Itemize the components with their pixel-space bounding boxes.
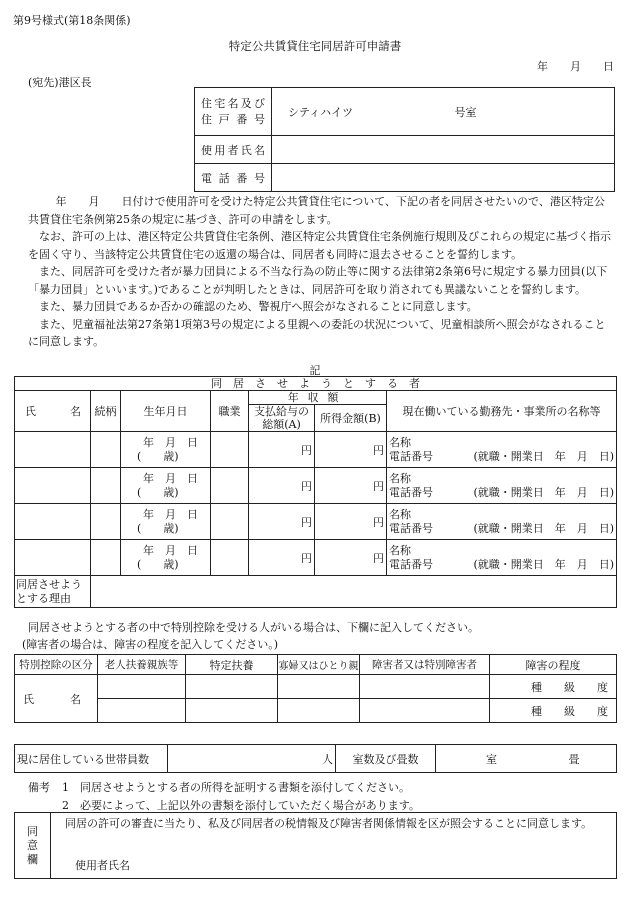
col-job: 職業 bbox=[211, 391, 249, 432]
consent-text: 同居の許可の審査に当たり、私及び同居者の税情報及び障害者関係情報を区が照会することに同意します。 bbox=[65, 817, 593, 830]
relation-cell[interactable] bbox=[91, 468, 121, 504]
income-cell[interactable]: 円 bbox=[315, 432, 387, 468]
name-cell[interactable] bbox=[15, 504, 91, 540]
table-row bbox=[15, 432, 617, 468]
workplace-cell[interactable]: 名称 電話番号 (就職・開業日 年 月 日) bbox=[387, 468, 617, 504]
deduction-name-label: 氏 名 bbox=[15, 675, 98, 723]
deduction-note-disability: (障害者の場合は、障害の程度を記入してください。) bbox=[22, 638, 279, 651]
table-row bbox=[15, 468, 617, 504]
birth-cell[interactable]: 年 月 日 ( 歳) bbox=[121, 504, 211, 540]
deduction-cell[interactable] bbox=[98, 675, 186, 699]
job-cell[interactable] bbox=[211, 540, 249, 576]
income-cell[interactable]: 円 bbox=[315, 540, 387, 576]
table-row bbox=[15, 504, 617, 540]
income-cell[interactable]: 円 bbox=[315, 468, 387, 504]
page-title: 特定公共賃貸住宅同居許可申請書 bbox=[228, 39, 402, 53]
address-field[interactable] bbox=[272, 88, 615, 136]
degree-cell[interactable]: 種 級 度 bbox=[490, 699, 617, 723]
table-row bbox=[15, 540, 617, 576]
deduction-cell[interactable] bbox=[186, 699, 278, 723]
consent-body bbox=[51, 813, 617, 879]
deduction-header-elderly: 老人扶養親族等 bbox=[98, 655, 186, 675]
deduction-header-specific: 特定扶養 bbox=[186, 655, 278, 675]
rooms-field[interactable] bbox=[436, 745, 617, 773]
pay-cell[interactable]: 円 bbox=[249, 432, 315, 468]
degree-cell[interactable]: 種 級 度 bbox=[490, 675, 617, 699]
paragraph: また、暴力団員であるか否かの確認のため、警視庁へ照会がなされることに同意します。 bbox=[39, 300, 478, 313]
building-name: シティハイツ bbox=[288, 105, 354, 119]
user-name-label: 使用者氏名 bbox=[195, 136, 272, 164]
consent-table bbox=[14, 812, 617, 879]
addressee: (宛先)港区長 bbox=[28, 76, 92, 89]
declaration-text bbox=[28, 193, 612, 351]
deduction-header-degree: 障害の程度 bbox=[490, 655, 617, 675]
pay-cell[interactable]: 円 bbox=[249, 540, 315, 576]
deduction-note: 同居させようとする者の中で特別控除を受ける人がいる場合は、下欄に記入してください。 bbox=[28, 621, 479, 634]
name-cell[interactable] bbox=[15, 468, 91, 504]
paragraph: なお、許可の上は、港区特定公共賃貸住宅条例、港区特定公共賃貸住宅条例施行規則及びこれらの規定に基づく指示を固く守り、当該特定公共賃貸住宅の返還の場合は、同居者も同時に退去させることを誓約します。 bbox=[28, 230, 611, 261]
deduction-cell[interactable] bbox=[278, 675, 360, 699]
ki-mark: 記 bbox=[309, 364, 321, 377]
deduction-cell[interactable] bbox=[360, 699, 490, 723]
birth-cell[interactable]: 年 月 日 ( 歳) bbox=[121, 432, 211, 468]
applicant-table bbox=[194, 87, 615, 192]
col-relation: 続柄 bbox=[91, 391, 121, 432]
note-item: 1 同居させようとする者の所得を証明する書類を添付してください。 bbox=[62, 781, 410, 794]
date-line: 年 月 日 bbox=[537, 60, 614, 73]
cohab-header: 同 居 さ せ よ う と す る 者 bbox=[15, 377, 617, 391]
name-cell[interactable] bbox=[15, 540, 91, 576]
reason-label: 同居させようとする理由 bbox=[15, 576, 91, 608]
note-item: 2 必要によって、上記以外の書類を添付していただく場合があります。 bbox=[62, 799, 420, 812]
col-income-amt: 所得金額(B) bbox=[315, 405, 387, 432]
user-name-field[interactable] bbox=[272, 136, 615, 164]
col-name: 氏 名 bbox=[15, 391, 91, 432]
paragraph: また、児童福祉法第27条第1項第3号の規定による里親への委託の状況について、児童相談所へ照会がなされることに同意します。 bbox=[28, 317, 606, 348]
birth-cell[interactable]: 年 月 日 ( 歳) bbox=[121, 540, 211, 576]
address-label: 住宅名及び住戸番号 bbox=[195, 88, 272, 136]
members-label: 現に居住している世帯員数 bbox=[15, 745, 168, 773]
deduction-cell[interactable] bbox=[278, 699, 360, 723]
job-cell[interactable] bbox=[211, 432, 249, 468]
relation-cell[interactable] bbox=[91, 432, 121, 468]
notes-label: 備考 bbox=[28, 781, 50, 794]
workplace-cell[interactable]: 名称 電話番号 (就職・開業日 年 月 日) bbox=[387, 504, 617, 540]
col-birth: 生年月日 bbox=[121, 391, 211, 432]
phone-label: 電話番号 bbox=[195, 164, 272, 192]
deduction-header-category: 特別控除の区分 bbox=[15, 655, 98, 675]
name-cell[interactable] bbox=[15, 432, 91, 468]
relation-cell[interactable] bbox=[91, 504, 121, 540]
deduction-header-single-parent: 寡婦又はひとり親 bbox=[278, 655, 360, 675]
consent-label: 同意欄 bbox=[15, 813, 51, 879]
income-cell[interactable]: 円 bbox=[315, 504, 387, 540]
room-unit: 室 bbox=[486, 752, 497, 766]
job-cell[interactable] bbox=[211, 504, 249, 540]
form-number: 第9号様式(第18条関係) bbox=[13, 14, 131, 27]
deduction-cell[interactable] bbox=[360, 675, 490, 699]
members-field[interactable]: 人 bbox=[168, 745, 336, 773]
paragraph: また、同居許可を受けた者が暴力団員による不当な行為の防止等に関する法律第2条第6号に規定する暴力団員(以下「暴力団員」といいます。)であることが判明したときは、同居許可を取り消されても異議ないことを誓約します。 bbox=[28, 265, 608, 296]
col-income: 年収額 bbox=[249, 391, 387, 405]
cohabitant-table bbox=[14, 376, 617, 608]
relation-cell[interactable] bbox=[91, 540, 121, 576]
tatami-unit: 畳 bbox=[568, 752, 580, 766]
workplace-cell[interactable]: 名称 電話番号 (就職・開業日 年 月 日) bbox=[387, 540, 617, 576]
rooms-label: 室数及び畳数 bbox=[336, 745, 436, 773]
job-cell[interactable] bbox=[211, 468, 249, 504]
deduction-cell[interactable] bbox=[186, 675, 278, 699]
pay-cell[interactable]: 円 bbox=[249, 504, 315, 540]
room-suffix: 号室 bbox=[454, 105, 477, 119]
deduction-table bbox=[14, 654, 617, 723]
birth-cell[interactable]: 年 月 日 ( 歳) bbox=[121, 468, 211, 504]
col-pay: 支払給与の総額(A) bbox=[249, 405, 315, 432]
household-table bbox=[14, 744, 617, 773]
deduction-cell[interactable] bbox=[98, 699, 186, 723]
workplace-cell[interactable]: 名称 電話番号 (就職・開業日 年 月 日) bbox=[387, 432, 617, 468]
pay-cell[interactable]: 円 bbox=[249, 468, 315, 504]
reason-field[interactable] bbox=[91, 576, 617, 608]
deduction-header-disabled: 障害者又は特別障害者 bbox=[360, 655, 490, 675]
consent-signature-label: 使用者氏名 bbox=[75, 859, 130, 872]
paragraph: 年 月 日付けで使用許可を受けた特定公共賃貸住宅について、下記の者を同居させたいので、港区特定公共賃貸住宅条例第25条の規定に基づき、許可の申請をします。 bbox=[28, 195, 605, 226]
col-workplace: 現在働いている勤務先・事業所の名称等 bbox=[387, 391, 617, 432]
phone-field[interactable] bbox=[272, 164, 615, 192]
